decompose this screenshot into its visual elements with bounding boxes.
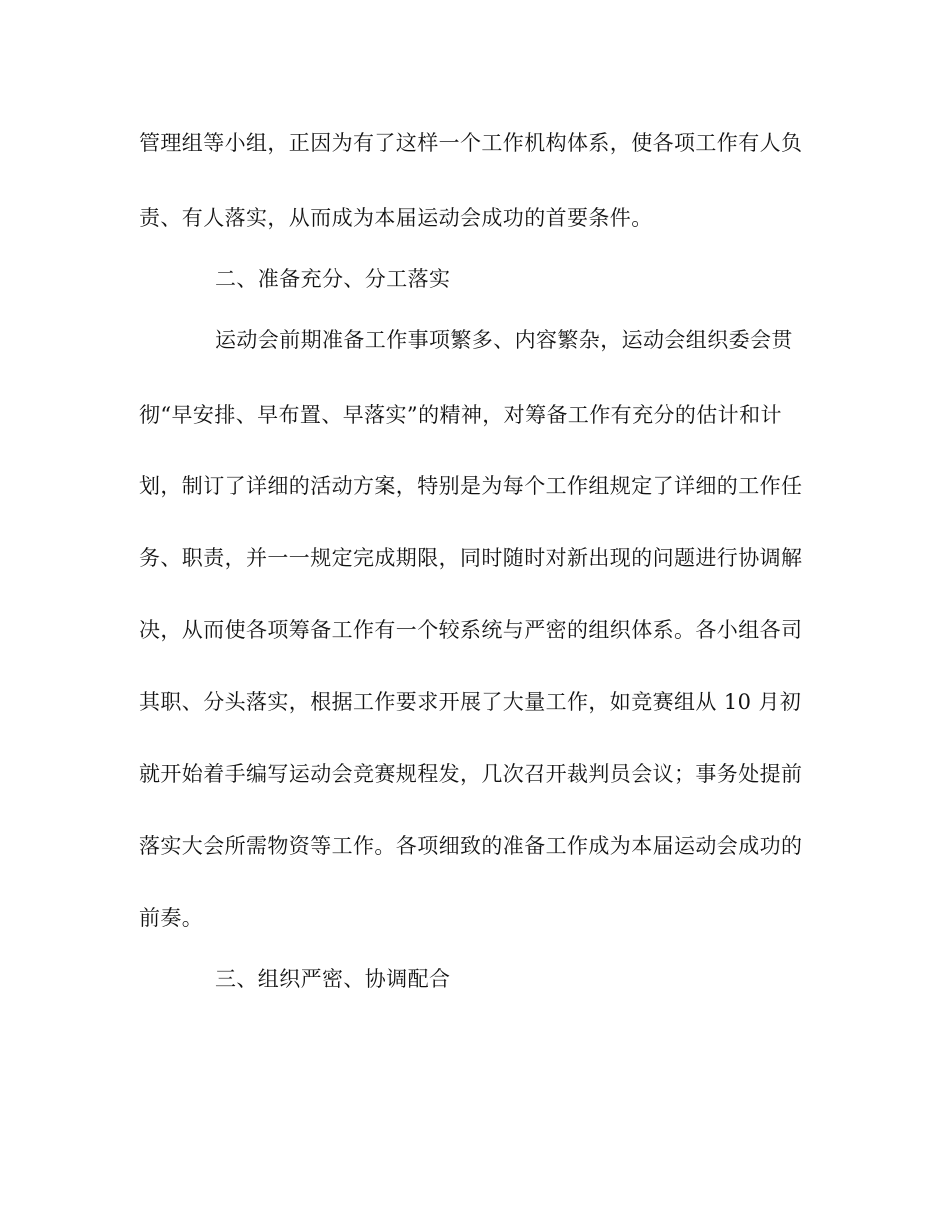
- paragraph-line: 责、有人落实，从而成为本届运动会成功的首要条件。: [139, 206, 653, 230]
- section-heading: 二、准备充分、分工落实: [215, 267, 451, 291]
- paragraph-line: 务、职责，并一一规定完成期限，同时随时对新出现的问题进行协调解: [139, 546, 803, 570]
- paragraph-line: 落实大会所需物资等工作。各项细致的准备工作成为本届运动会成功的: [139, 834, 803, 858]
- paragraph-line: 决，从而使各项筹备工作有一个较系统与严密的组织体系。各小组各司: [139, 618, 803, 642]
- paragraph-line: 就开始着手编写运动会竞赛规程发，几次召开裁判员会议；事务处提前: [139, 762, 803, 786]
- paragraph-line: 前奏。: [139, 906, 204, 930]
- paragraph-line: 划，制订了详细的活动方案，特别是为每个工作组规定了详细的工作任: [139, 474, 803, 498]
- paragraph-line: 彻“早安排、早布置、早落实”的精神，对筹备工作有充分的估计和计: [139, 403, 782, 427]
- paragraph-line: 其职、分头落实，根据工作要求开展了大量工作，如竞赛组从 10 月初: [139, 690, 802, 714]
- section-heading: 三、组织严密、协调配合: [215, 967, 451, 991]
- paragraph-line: 管理组等小组，正因为有了这样一个工作机构体系，使各项工作有人负: [139, 131, 803, 155]
- paragraph-line: 运动会前期准备工作事项繁多、内容繁杂，运动会组织委会贯: [215, 328, 793, 352]
